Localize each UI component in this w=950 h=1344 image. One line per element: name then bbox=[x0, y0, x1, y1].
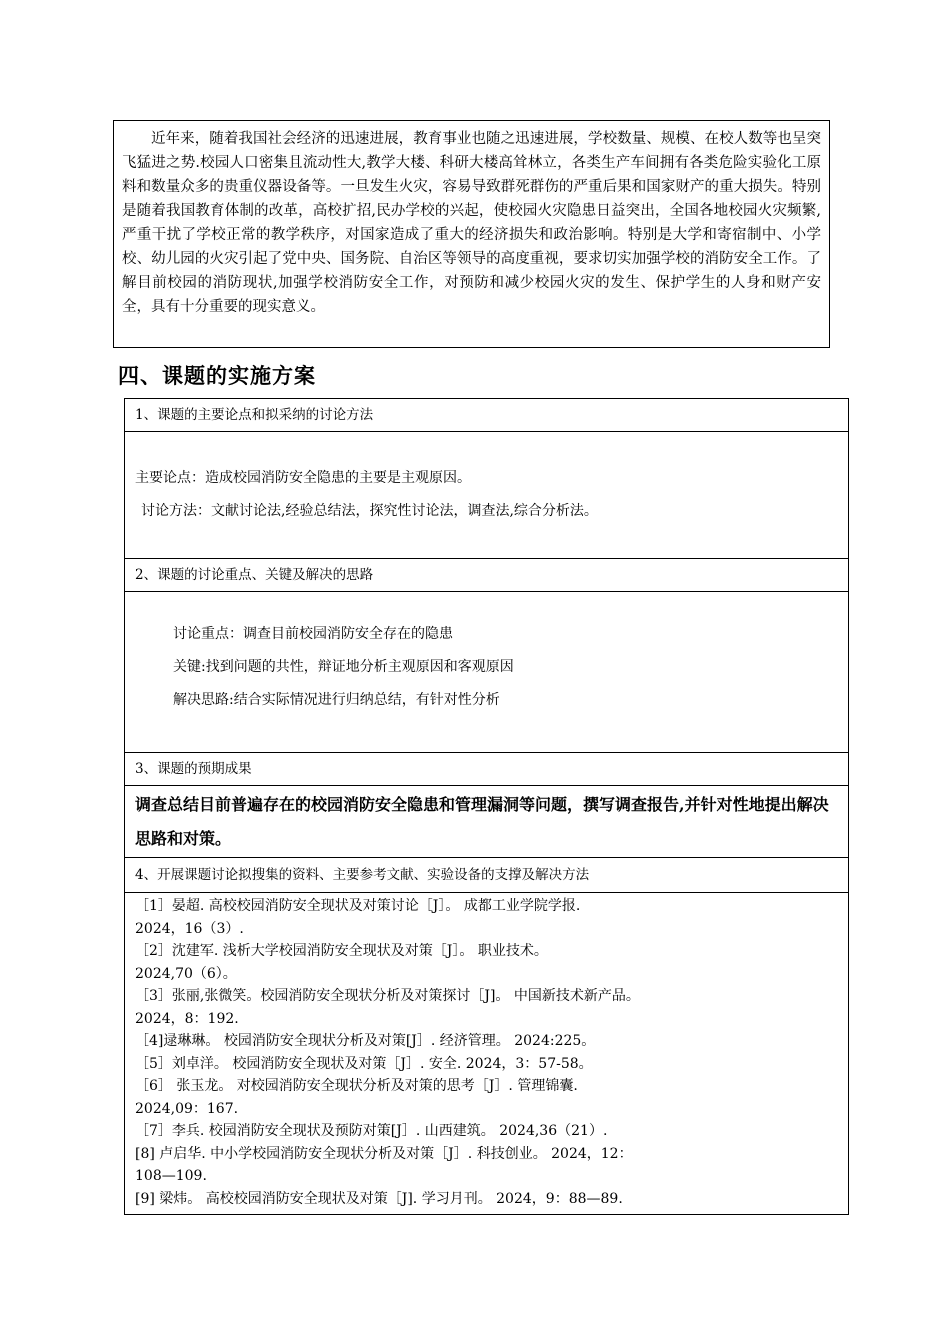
key-points-line: 关键:找到问题的共性，辩证地分析主观原因和客观原因 bbox=[173, 659, 514, 675]
intro-paragraph: 近年来，随着我国社会经济的迅速进展，教育事业也随之迅速进展，学校数量、规模、在校人数等也呈突飞猛进之势.校园人口密集且流动性大,教学大楼、科研大楼高耸林立，各类生产车间拥有各类危险实验化工原料和数量众多的贵重仪器设备等。一旦发生火灾，容易导致群死群伤的严重后果和国家财产的重大损失。特别是随着我国教育体制的改革，高校扩招,民办学校的兴起，使校园火灾隐患日益突出，全国各地校园火灾频繁,严重干扰了学校正常的教学秩序，对国家造成了重大的经济损失和政治影响。特别是大学和寄宿制中、小学校、幼儿园的火灾引起了党中央、国务院、自治区等领导的高度重视，要求切实加强学校的消防安全工作。了解目前校园的消防现状,加强学校消防安全工作，对预防和减少校园火灾的发生、保护学生的人身和财产安全，具有十分重要的现实意义。 bbox=[122, 131, 821, 315]
reference-line: ［4]逯琳琳。 校园消防安全现状分析及对策[J］. 经济管理。 2024:225。 bbox=[135, 1033, 596, 1049]
reference-line: 2024,70（6）。 bbox=[135, 965, 237, 982]
reference-line: ［3］张丽,张微笑。校园消防安全现状分析及对策探讨［J]。 中国新技术新产品。 bbox=[135, 988, 640, 1004]
intro-text-box bbox=[113, 120, 830, 348]
reference-line: [8] 卢启华. 中小学校园消防安全现状分析及对策［J］. 科技创业。 2024，12： bbox=[135, 1145, 633, 1162]
expected-results-text: 调查总结目前普遍存在的校园消防安全隐患和管理漏洞等问题，撰写调查报告,并针对性地提出解决思路和对策。 bbox=[125, 786, 848, 858]
solution-approach-line: 解决思路:结合实际情况进行归纳总结，有针对性分析 bbox=[173, 692, 500, 708]
implementation-plan-table bbox=[124, 398, 849, 1215]
reference-line: [9] 梁炜。 高校校园消防安全现状及对策［J]. 学习月刊。 2024，9：88—89. bbox=[135, 1190, 623, 1207]
reference-line: 2024，16（3）. bbox=[135, 920, 244, 937]
q3-label: 3、课题的预期成果 bbox=[125, 753, 848, 786]
reference-line: ［6］ 张玉龙。 对校园消防安全现状分析及对策的思考［J］. 管理锦囊. bbox=[135, 1078, 578, 1094]
research-focus-line: 讨论重点：调查目前校园消防安全存在的隐患 bbox=[173, 626, 453, 642]
reference-line: 108—109. bbox=[135, 1168, 207, 1184]
q2-label: 2、课题的讨论重点、关键及解决的思路 bbox=[125, 559, 848, 592]
reference-line: 2024，8：192. bbox=[135, 1010, 239, 1027]
references-list bbox=[125, 893, 848, 1214]
reference-line: ［1］晏超. 高校校园消防安全现状及对策讨论［J］。 成都工业学院学报. bbox=[135, 898, 581, 914]
q1-body bbox=[125, 432, 848, 559]
section-heading: 四、课题的实施方案 bbox=[118, 364, 316, 388]
q1-label: 1、课题的主要论点和拟采纳的讨论方法 bbox=[125, 399, 848, 432]
q2-body bbox=[125, 592, 848, 753]
reference-line: 2024,09：167. bbox=[135, 1100, 239, 1117]
reference-line: ［7］李兵. 校园消防安全现状及预防对策[J］. 山西建筑。 2024,36（21）. bbox=[135, 1123, 608, 1139]
reference-line: ［5］刘卓洋。 校园消防安全现状及对策［J］. 安全. 2024，3：57-58。 bbox=[135, 1055, 593, 1072]
research-methods-line: 讨论方法：文献讨论法,经验总结法，探究性讨论法，调查法,综合分析法。 bbox=[141, 503, 598, 519]
main-argument-line: 主要论点：造成校园消防安全隐患的主要是主观原因。 bbox=[135, 470, 471, 486]
reference-line: ［2］沈建军. 浅析大学校园消防安全现状及对策［J］。 职业技术。 bbox=[135, 943, 548, 959]
q4-label: 4、开展课题讨论拟搜集的资料、主要参考文献、实验设备的支撑及解决方法 bbox=[125, 858, 848, 893]
